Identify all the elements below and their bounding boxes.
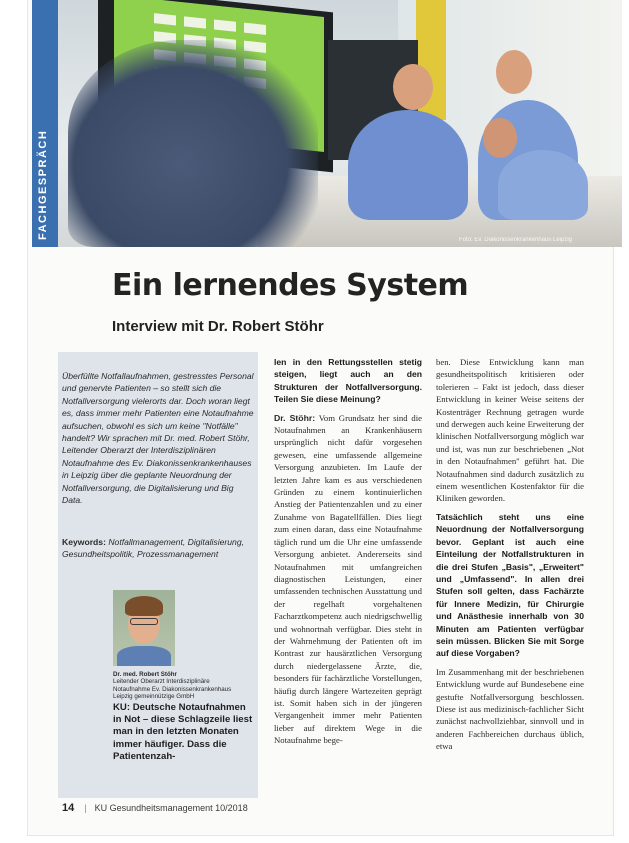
author-portrait	[113, 590, 175, 666]
keywords	[62, 536, 254, 561]
keywords-text: Notfallmanagement, Digitalisierung, Gesundheitspolitik, Prozessmanagement	[62, 537, 244, 560]
portrait-glasses	[130, 618, 158, 625]
page-number: 14	[62, 802, 75, 814]
photo-doctor-3	[498, 150, 588, 220]
page-footer	[62, 802, 248, 814]
interview-intro-question: KU: Deutsche Notaufnahmen in Not – diese Schlagzeile liest man in den letzten Monaten immer häufiger. Dass die Patientenzah-	[113, 702, 253, 762]
article-column-3	[436, 356, 584, 759]
portrait-shirt	[117, 646, 171, 666]
answer-text: Vom Grundsatz her sind die Notaufnahmen an Krankenhäusern ursprünglich nicht dafür vorgesehen gewesen, eine umfassende allgemeine Versorgung anzubieten. Im Laufe der letzten Jahre kam es aus verschiedenen Gründen zu einem kontinuierlichen Anstieg der Patientenzahlen und zu einer Zunahme von Bagatellfällen. Dies liegt zum einen daran, dass eine Notaufnahme täglich rund um die Uhr eine umfassende Versorgung anbietet. Andererseits sind Notaufnahmen mit umfangreichen diagnostischen Leistungen, einer umfassenden technischen Ausstattung und der regelhaft vorgehaltenen Facharztkompetenz auch niedrigschwellig und wohnortnah verfügbar. Dies steht in der Wahrnehmung der Patienten oft im Kontrast zur hausärztlichen Versorgung durch niedergelassene Ärzte, die, besonders für fachärztliche Vorstellungen, häufig durch längere Wartezeiten geprägt ist. Somit haben sich in der jüngeren Vergangenheit immer mehr Patienten lieber auf direktem Wege in die Notaufnahme bege-	[274, 412, 422, 746]
photo-caption: Foto: Ev. Diakonissenkrankenhaus Leipzig	[459, 237, 572, 243]
article-subtitle: Interview mit Dr. Robert Stöhr	[112, 318, 324, 335]
question-continued: len in den Rettungsstellen stetig steigen, liegt auch an den Strukturen der Notfallversorgung. Teilen Sie diese Meinung?	[274, 357, 422, 405]
portrait-caption-lines: Leitender Oberarzt Interdisziplinäre Notaufnahme Ev. Diakonissenkrankenhaus Leipzig gemeinnützige GmbH	[113, 678, 232, 701]
article-column-2	[274, 356, 422, 753]
section-label: FACHGESPRÄCH	[37, 129, 49, 240]
portrait-caption	[113, 671, 243, 701]
photo-doctor-1-head	[393, 64, 433, 110]
footer-separator: |	[84, 803, 87, 813]
keywords-label: Keywords:	[62, 537, 106, 547]
header-photo	[58, 0, 622, 247]
article-title: Ein lernendes System	[112, 268, 469, 303]
portrait-caption-name: Dr. med. Robert Stöhr	[113, 671, 177, 678]
paragraph-2: Im Zusammenhang mit der beschriebenen Entwicklung wurde auf Bundesebene eine gestufte Notfallversorgung beschlossen. Diese ist aus medizinisch-fachlicher Sicht zunächst nachvollziehbar, sinnvoll und in anderen Fachbereichen durchaus üblich, etwa	[436, 666, 584, 752]
photo-doctor-2-head	[496, 50, 532, 94]
photo-foreground-person	[68, 40, 318, 247]
portrait-hair	[125, 596, 163, 616]
answer-speaker: Dr. Stöhr:	[274, 412, 316, 423]
section-ribbon	[32, 0, 58, 247]
paragraph-1: ben. Diese Entwicklung kann man gesundheitspolitisch kritisieren oder tolerieren – Fakt ist jedoch, dass dieser Entwicklung in keiner Weise seitens der Kostenträger Rechnung getragen wurde und derwegen auch keine Erweiterung der klinischen Notfallversorgung möglich war und ist, was nun zur beschriebenen „Not in den Notaufnahmen" geführt hat. Die Notaufnahmen sind dadurch zusätzlich zu einem wesentlichen Kostenfaktor für die Kliniken geworden.	[436, 357, 584, 504]
lead-text: Überfüllte Notfallaufnahmen, gestresstes Personal und genervte Patienten – so stellt sich die Notfallversorgung vielerorts dar. Doch woran liegt es, dass immer mehr Patienten eine Notaufnahme aufsuchen, obwohl es sich um keine "Notfälle" handelt? Wir sprachen mit Dr. med. Robert Stöhr, Leitender Oberarzt der Interdisziplinären Notaufnahme des Ev. Diakonissenkrankenhauses in Leipzig über die geplante Neuordnung der Notfallversorgung, die Digitalisierung und Big Data.	[62, 371, 254, 506]
question-2: Tatsächlich steht uns eine Neuordnung der Notfallversorgung bevor. Geplant ist auch eine Einteilung der Notfallstrukturen in die drei Stufen „Basis", „Erweitert" und „Umfassend". In allen drei Stufen soll gelten, dass Fachärzte für Innere Medizin, für Chirurgie und Anästhesie innerhalb von 30 Minuten am Patienten verfügbar sein müssen. Blicken Sie mit Sorge auf diese Vorgaben?	[436, 511, 584, 659]
answer-paragraph	[274, 412, 422, 747]
photo-doctor-1	[348, 110, 468, 220]
photo-doctor-3-head	[483, 118, 517, 158]
magazine-name: KU Gesundheitsmanagement 10/2018	[94, 803, 248, 813]
